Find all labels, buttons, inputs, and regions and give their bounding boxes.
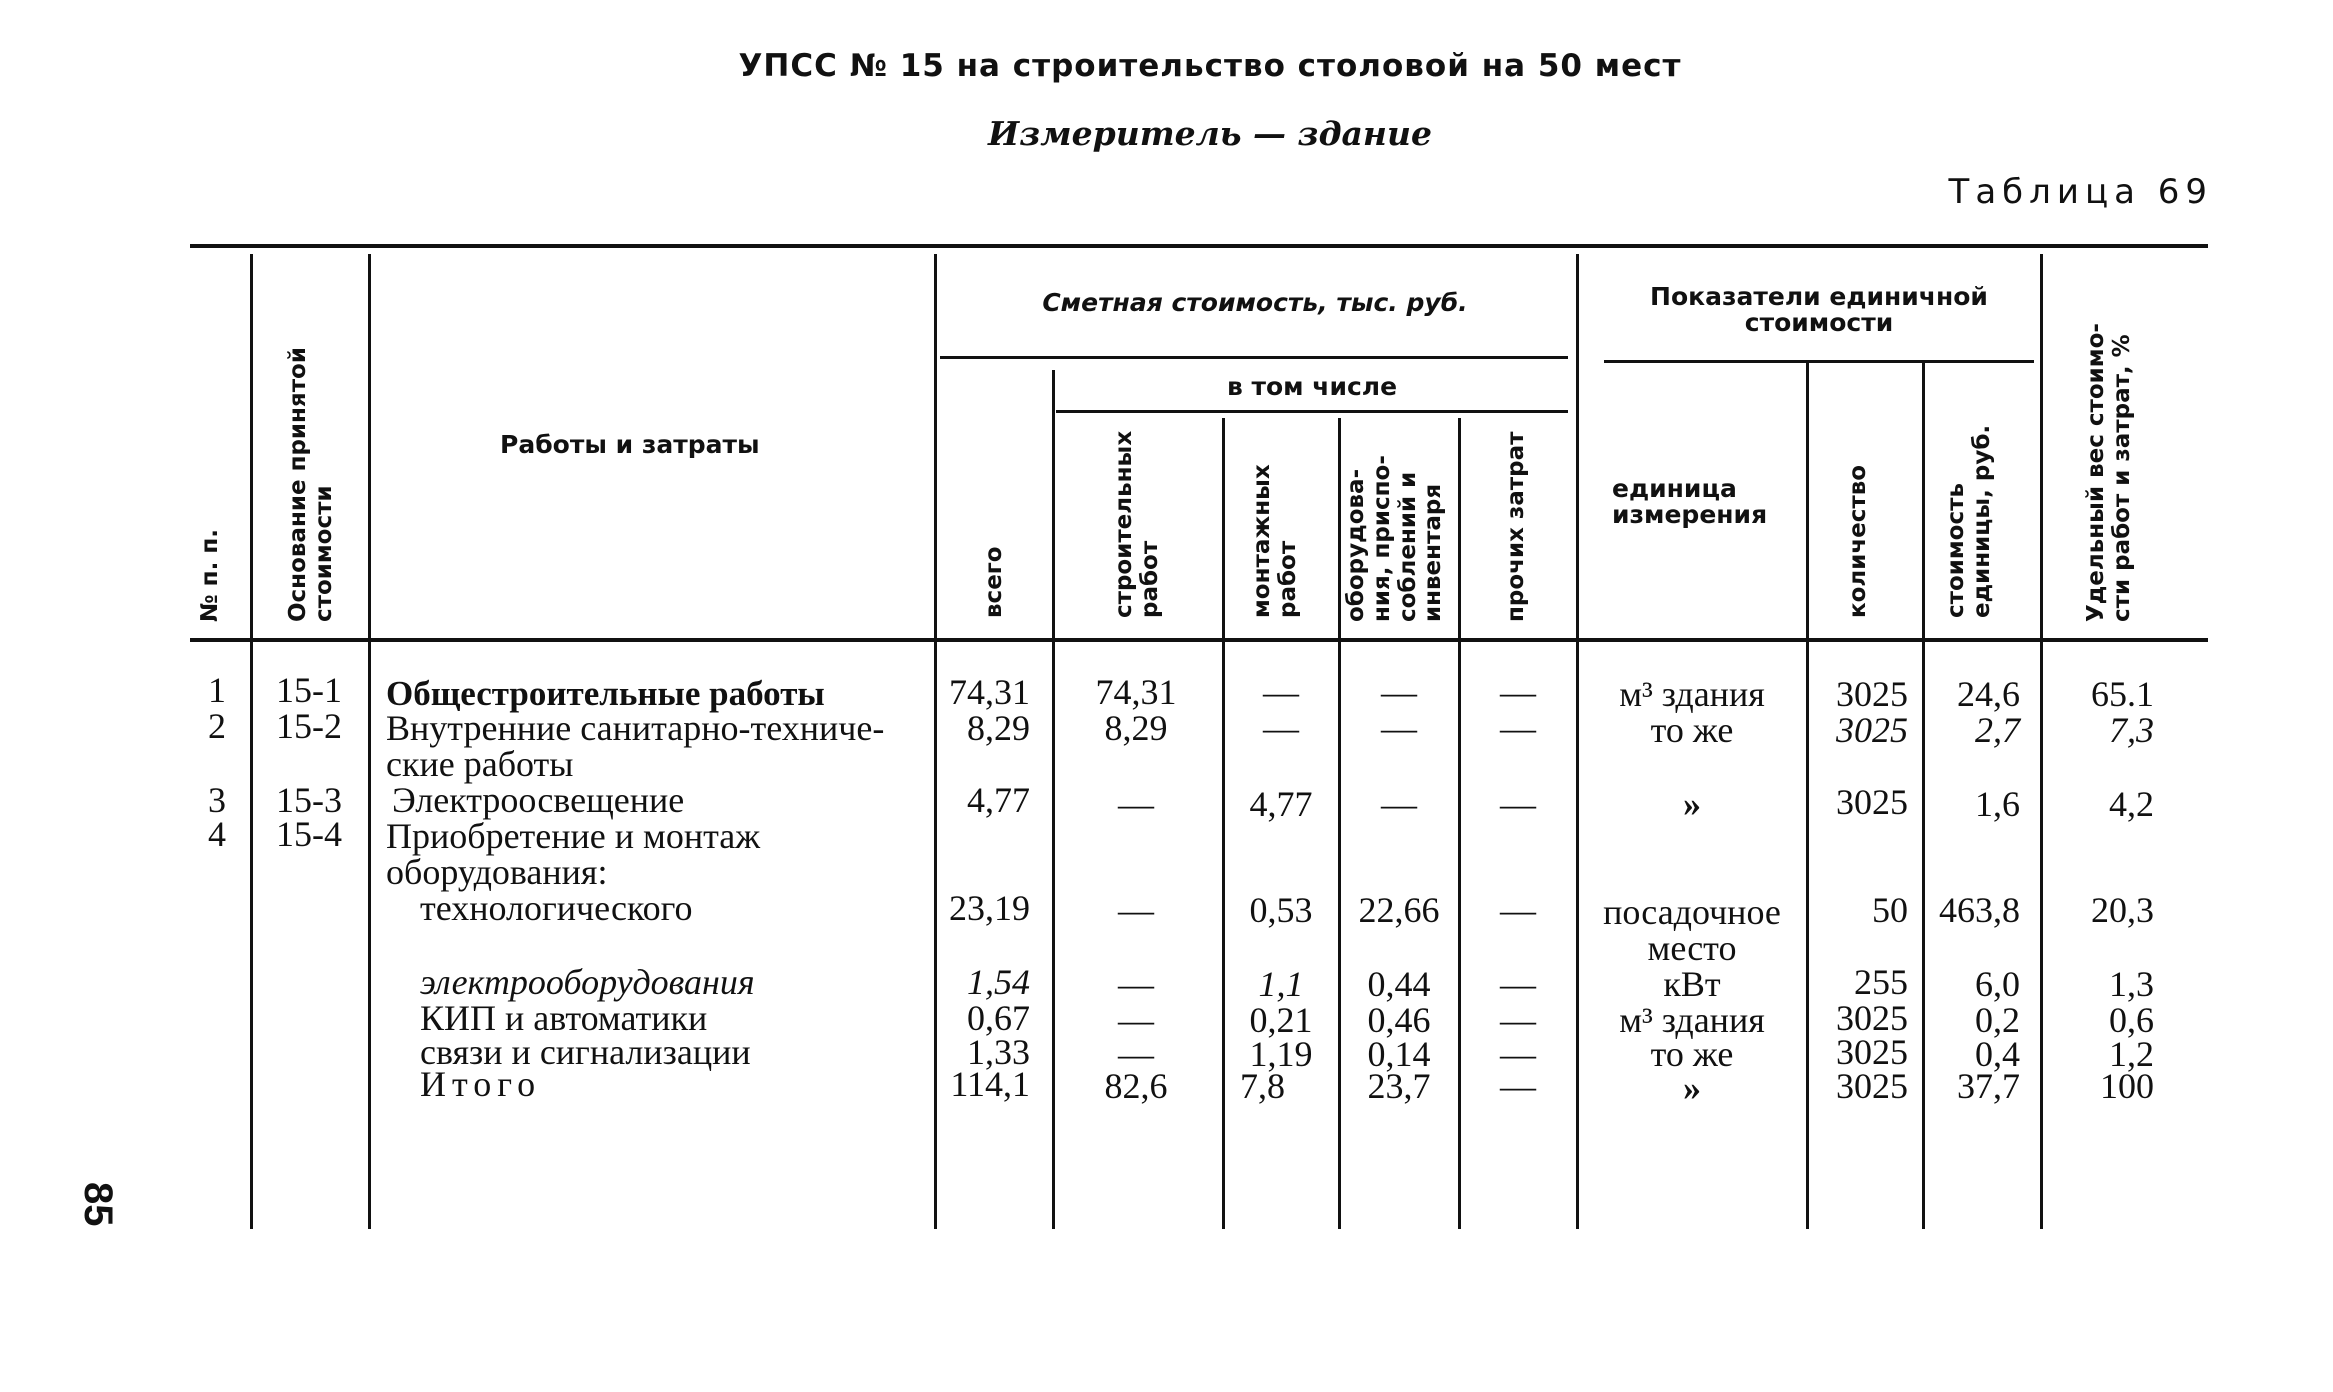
col-sep — [368, 254, 371, 1229]
total-total: 114,1 — [950, 1064, 1030, 1104]
total-mounting: 7,8 — [1240, 1066, 1285, 1106]
sub2-mounting: 1,1 — [1258, 964, 1304, 1004]
sub2-unit: кВт — [1663, 964, 1721, 1004]
row3-mounting: 4,77 — [1249, 784, 1313, 824]
sub3-total: 0,67 — [967, 998, 1030, 1038]
row4-num: 4 — [208, 814, 226, 854]
page-subtitle: Измеритель — здание — [988, 114, 1432, 153]
row3-basis: 15-3 — [276, 780, 342, 820]
col-sep — [1052, 370, 1055, 1229]
header-total: всего — [981, 546, 1007, 618]
total-equipment: 23,7 — [1367, 1066, 1431, 1106]
total-ucost: 37,7 — [1957, 1066, 2020, 1106]
header-mounting: монтажных работ — [1249, 464, 1301, 618]
sub3-share: 0,6 — [2109, 1000, 2154, 1040]
sub1-other: — — [1500, 890, 1536, 930]
incl-rule — [1056, 410, 1568, 413]
sub3-equipment: 0,46 — [1367, 1000, 1431, 1040]
header-works: Работы и затраты — [500, 430, 760, 459]
sub4-other: — — [1500, 1034, 1536, 1074]
header-construction: строительных работ — [1111, 430, 1163, 618]
row1-unit: м³ здания — [1619, 674, 1765, 714]
row1-mounting: — — [1263, 672, 1299, 712]
page-number: 85 — [76, 1182, 120, 1227]
total-share: 100 — [2100, 1066, 2154, 1106]
table-top-rule — [190, 244, 2208, 248]
row4-work: Приобретение и монтаж — [386, 816, 761, 856]
col-sep — [1576, 254, 1579, 1229]
header-basis: Основание принятой стоимости — [285, 347, 337, 622]
sub1-qty: 50 — [1872, 890, 1908, 930]
sub4-unit: то же — [1650, 1034, 1734, 1074]
row2-basis: 15-2 — [276, 706, 342, 746]
sub1-construction: — — [1118, 890, 1154, 930]
sub4-equipment: 0,14 — [1367, 1034, 1431, 1074]
row1-share: 65.1 — [2091, 674, 2154, 714]
sub2-ucost: 6,0 — [1975, 964, 2020, 1004]
header-cost-group: Сметная стоимость, тыс. руб. — [1042, 288, 1468, 317]
row2-mounting: — — [1263, 708, 1299, 748]
row4-basis: 15-4 — [276, 814, 342, 854]
total-construction: 82,6 — [1104, 1066, 1168, 1106]
header-equipment: оборудова-ния, приспо-соблений и инвентаря — [1343, 455, 1447, 622]
sub4-construction: — — [1118, 1034, 1154, 1074]
header-num: № п. п. — [197, 529, 223, 622]
row2-work-cont: ские работы — [386, 744, 574, 784]
row1-work: Общестроительные работы — [386, 674, 825, 713]
row1-other: — — [1500, 672, 1536, 712]
row2-equipment: — — [1381, 708, 1417, 748]
sub1-total: 23,19 — [949, 888, 1030, 928]
row3-equipment: — — [1381, 784, 1417, 824]
page-title: УПСС № 15 на строительство столовой на 50 мест — [738, 48, 1682, 84]
sub3-ucost: 0,2 — [1975, 1000, 2020, 1040]
sub4-total: 1,33 — [967, 1032, 1030, 1072]
sub1-equipment: 22,66 — [1358, 890, 1440, 930]
row1-qty: 3025 — [1836, 674, 1908, 714]
header-other: прочих затрат — [1503, 431, 1529, 622]
row2-total: 8,29 — [967, 708, 1030, 748]
row3-qty: 3025 — [1836, 782, 1908, 822]
sub1-work: технологического — [420, 888, 693, 928]
row2-qty: 3025 — [1836, 710, 1908, 750]
row2-other: — — [1500, 708, 1536, 748]
col-sep — [1806, 362, 1809, 1229]
row3-unit: » — [1683, 784, 1701, 824]
row3-ucost: 1,6 — [1975, 784, 2020, 824]
sub3-unit: м³ здания — [1619, 1000, 1765, 1040]
row1-total: 74,31 — [949, 672, 1030, 712]
row2-share: 7,3 — [2109, 710, 2154, 750]
row1-ucost: 24,6 — [1957, 674, 2020, 714]
sub4-share: 1,2 — [2109, 1034, 2154, 1074]
sub1-share: 20,3 — [2091, 890, 2154, 930]
total-unit: » — [1683, 1068, 1701, 1108]
row3-total: 4,77 — [967, 780, 1030, 820]
row1-basis: 15-1 — [276, 670, 342, 710]
sub3-other: — — [1500, 1000, 1536, 1040]
row3-other: — — [1500, 784, 1536, 824]
row2-unit: то же — [1650, 710, 1734, 750]
sub4-ucost: 0,4 — [1975, 1034, 2020, 1074]
row2-work: Внутренние санитарно-техниче- — [386, 708, 885, 748]
sub4-mounting: 1,19 — [1249, 1034, 1313, 1074]
header-bottom-rule — [190, 638, 2208, 642]
col-sep — [250, 254, 253, 1229]
sub1-ucost: 463,8 — [1939, 890, 2020, 930]
sub4-work: связи и сигнализации — [420, 1032, 751, 1072]
row3-construction: — — [1118, 784, 1154, 824]
row2-construction: 8,29 — [1104, 708, 1168, 748]
sub1-unit-cont: место — [1647, 928, 1737, 968]
row3-num: 3 — [208, 780, 226, 820]
sub3-mounting: 0,21 — [1249, 1000, 1313, 1040]
col-sep — [1922, 362, 1925, 1229]
sub2-qty: 255 — [1854, 962, 1908, 1002]
cost-group-rule — [940, 356, 1568, 359]
row1-equipment: — — [1381, 672, 1417, 712]
sub2-construction: — — [1118, 964, 1154, 1004]
row2-ucost: 2,7 — [1975, 710, 2020, 750]
row3-share: 4,2 — [2109, 784, 2154, 824]
total-work: Итого — [420, 1064, 542, 1104]
total-other: — — [1500, 1066, 1536, 1106]
col-sep — [1458, 418, 1461, 1229]
header-unit-cost: стоимость единицы, руб. — [1943, 424, 1995, 618]
sub3-qty: 3025 — [1836, 998, 1908, 1038]
sub1-mounting: 0,53 — [1249, 890, 1313, 930]
sub3-work: КИП и автоматики — [420, 998, 708, 1038]
sub2-share: 1,3 — [2109, 964, 2154, 1004]
col-sep — [1222, 418, 1225, 1229]
sub2-work: электрооборудования — [420, 962, 755, 1002]
row4-work-cont: оборудования: — [386, 852, 608, 892]
sub3-construction: — — [1118, 1000, 1154, 1040]
table-number: Таблица 69 — [1948, 172, 2213, 212]
sub2-total: 1,54 — [967, 962, 1030, 1002]
header-share: Удельный вес стоимо-сти работ и затрат, % — [2083, 323, 2135, 622]
row1-construction: 74,31 — [1095, 672, 1177, 712]
row1-num: 1 — [208, 670, 226, 710]
row3-work: Электроосвещение — [392, 780, 685, 820]
total-qty: 3025 — [1836, 1066, 1908, 1106]
col-sep — [1338, 418, 1341, 1229]
header-incl: в том числе — [1226, 372, 1398, 401]
sub4-qty: 3025 — [1836, 1032, 1908, 1072]
sub2-equipment: 0,44 — [1367, 964, 1431, 1004]
header-quantity: количество — [1845, 464, 1871, 618]
unit-group-rule — [1604, 360, 2034, 363]
sub1-unit: посадочное — [1603, 892, 1781, 932]
row2-num: 2 — [208, 706, 226, 746]
col-sep — [2040, 254, 2043, 1229]
sub2-other: — — [1500, 964, 1536, 1004]
header-unit-group: Показатели единичной стоимости — [1650, 282, 1988, 338]
header-unit: единица измерения — [1612, 474, 1768, 530]
